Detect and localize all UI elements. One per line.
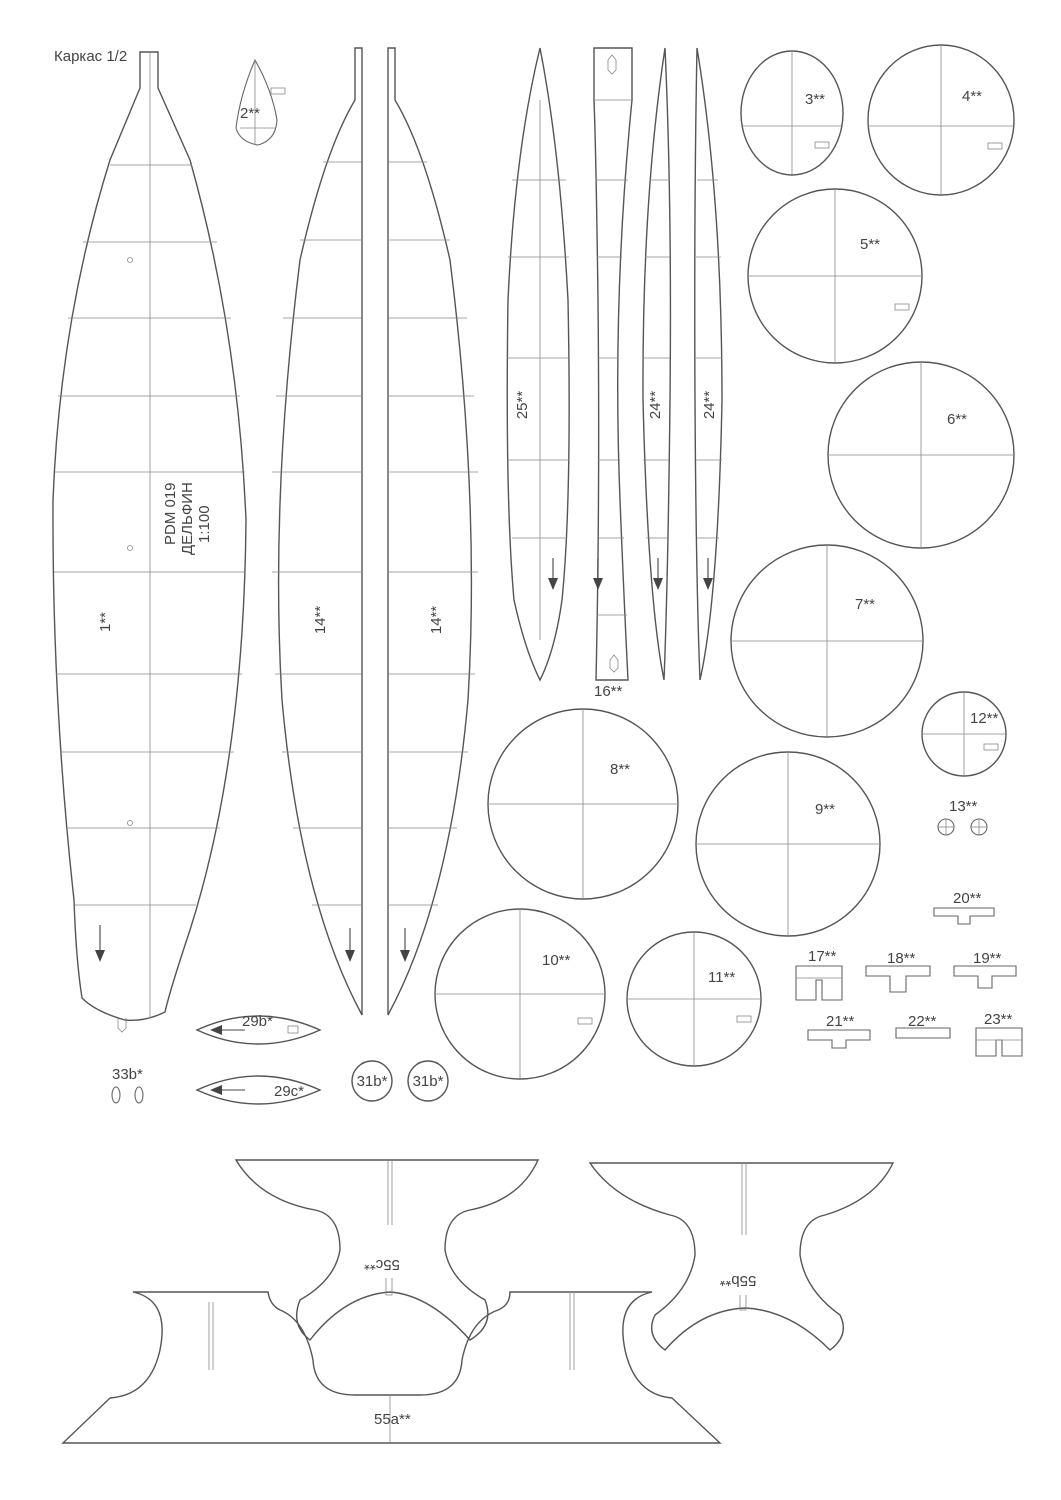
part-25	[507, 48, 570, 680]
part-8	[488, 709, 678, 899]
part-6	[828, 362, 1014, 548]
part-17	[796, 948, 842, 1000]
part-31b-1-label: 31b*	[356, 1073, 388, 1090]
part-14b	[388, 48, 478, 1015]
part-55a-base	[63, 1292, 720, 1443]
part-14a-label: 14**	[312, 605, 329, 635]
part-25-label: 25**	[514, 390, 531, 420]
part-7-label: 7**	[855, 596, 876, 613]
part-55c-label: 55c**	[364, 1256, 400, 1273]
part-1-label: 1**	[97, 611, 114, 633]
part-1-hull-frame	[53, 52, 246, 1032]
part-10	[435, 909, 605, 1079]
part-24a-label: 24**	[647, 390, 664, 420]
model-code-label: PDM 019	[162, 482, 179, 545]
part-3	[741, 51, 843, 175]
model-scale-label: 1:100	[196, 505, 213, 543]
part-55b-stand	[590, 1163, 893, 1350]
part-55a-label: 55a**	[374, 1411, 411, 1428]
part-17-label: 17**	[808, 948, 837, 965]
part-33b	[112, 1066, 143, 1103]
model-name-label: ДЕЛЬФИН	[179, 482, 196, 555]
part-2	[236, 60, 285, 145]
part-23-label: 23**	[984, 1011, 1013, 1028]
part-31b-2	[408, 1061, 448, 1101]
part-4-label: 4**	[962, 88, 983, 105]
part-14a	[272, 48, 362, 1015]
part-9-label: 9**	[815, 801, 836, 818]
part-29b-label: 29b*	[242, 1013, 273, 1030]
part-5	[748, 189, 922, 363]
part-7	[731, 545, 923, 737]
part-22-label: 22**	[908, 1013, 937, 1030]
sheet-title: Каркас 1/2	[54, 48, 128, 65]
part-20	[934, 890, 994, 924]
part-19	[954, 950, 1016, 988]
part-55b-label: 55b**	[719, 1272, 757, 1289]
part-10-label: 10**	[542, 952, 571, 969]
part-33b-label: 33b*	[112, 1066, 143, 1083]
part-13-label: 13**	[949, 798, 978, 815]
part-11-label: 11**	[708, 969, 736, 986]
part-14b-label: 14**	[428, 605, 445, 635]
part-6-label: 6**	[947, 411, 968, 428]
part-3-label: 3**	[805, 91, 826, 108]
part-18-label: 18**	[887, 950, 916, 967]
part-13	[938, 798, 987, 835]
part-24b-label: 24**	[701, 390, 718, 420]
part-22	[896, 1013, 950, 1038]
part-18	[866, 950, 930, 992]
part-21-label: 21**	[826, 1013, 855, 1030]
part-2-label: 2**	[240, 105, 261, 122]
part-12-label: 12**	[970, 710, 999, 727]
part-19-label: 19**	[973, 950, 1002, 967]
part-31b-1	[352, 1061, 392, 1101]
part-29c	[197, 1076, 320, 1104]
part-9	[696, 752, 880, 936]
part-8-label: 8**	[610, 761, 631, 778]
part-4	[868, 45, 1014, 195]
part-23	[976, 1011, 1022, 1056]
part-5-label: 5**	[860, 236, 881, 253]
part-31b-2-label: 31b*	[412, 1073, 444, 1090]
part-24a	[643, 48, 670, 680]
part-11	[627, 932, 761, 1066]
part-20-label: 20**	[953, 890, 982, 907]
part-12	[922, 692, 1006, 776]
part-21	[808, 1013, 870, 1048]
part-16-label: 16**	[594, 683, 623, 700]
part-16	[593, 48, 632, 700]
part-29c-label: 29c*	[274, 1083, 305, 1100]
part-24b	[695, 48, 722, 680]
part-29b	[197, 1013, 320, 1044]
